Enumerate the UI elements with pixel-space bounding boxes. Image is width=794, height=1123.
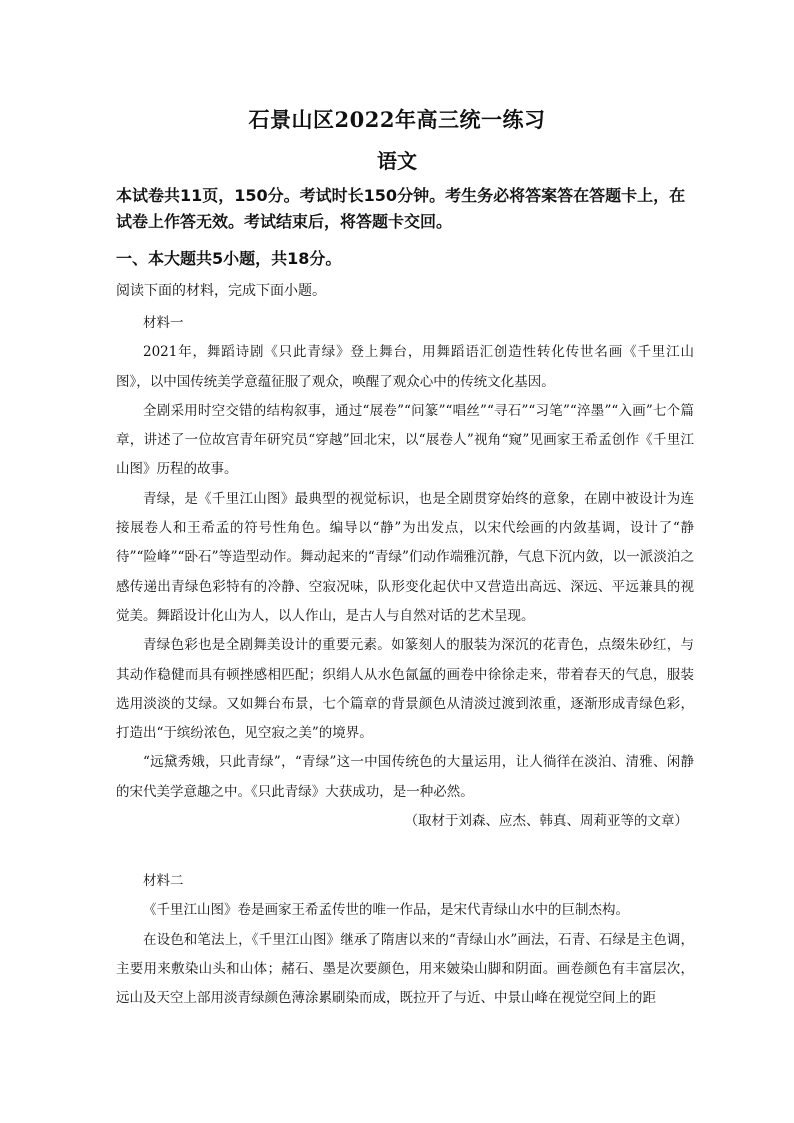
material-two-paragraph: 《千里江山图》卷是画家王希孟传世的唯一作品，是宋代青绿山水中的巨制杰构。	[143, 902, 629, 919]
exam-title: 石景山区2022年高三统一练习	[248, 107, 546, 132]
exam-notice: 本试卷共11页，150分。考试时长150分钟。考生务必将答案答在答题卡上，在试卷上作答无效。考试结束后，将答题卡交回。	[116, 186, 686, 231]
material-one-paragraph: 2021年，舞蹈诗剧《只此青绿》登上舞台，用舞蹈语汇创造性转化传世名画《千里江山图》，以中国传统美学意蕴征服了观众，唤醒了观众心中的传统文化基因。	[116, 344, 694, 390]
material-two-label: 材料二	[143, 873, 184, 889]
material-one-paragraph: 青绿色彩也是全剧舞美设计的重要元素。如篆刻人的服装为深沉的花青色，点缀朱砂红，与其动作稳健而具有顿挫感相匹配；织绢人从水色氤氲的画卷中徐徐走来，带着春天的气息，服装选用淡淡的艾绿。又如舞台布景，七个篇章的背景颜色从清淡过渡到浓重，逐渐形成青绿色彩，打造出“于缤纷浓色，见空寂之美”的境界。	[116, 637, 694, 742]
subject-title: 语文	[377, 149, 417, 173]
material-two-paragraph: 在设色和笔法上，《千里江山图》继承了隋唐以来的“青绿山水”画法，石青、石绿是主色调，主要用来敷染山头和山体；赭石、墨是次要颜色，用来皴染山脚和阴面。画卷颜色有丰富层次，远山及天空上部用淡青绿颜色薄涂累刷染而成，既拉开了与近、中景山峰在视觉空间上的距	[116, 931, 694, 1007]
reading-instruction: 阅读下面的材料，完成下面小题。	[116, 283, 326, 299]
material-one-paragraph: 全剧采用时空交错的结构叙事，通过“展卷”“问篆”“唱丝”“寻石”“习笔”“淬墨”“入画”七个篇章，讲述了一位故宫青年研究员“穿越”回北宋，以“展卷人”视角“窥”见画家王希孟创作《千里江山图》历程的故事。	[116, 402, 694, 478]
material-one-label: 材料一	[143, 315, 184, 331]
material-one-source: （取材于刘森、应杰、韩真、周莉亚等的文章）	[404, 813, 688, 830]
material-two	[116, 867, 694, 1013]
material-one-paragraph: “远黛秀娥，只此青绿”，“青绿”这一中国传统色的大量运用，让人徜徉在淡泊、清雅、闲静的宋代美学意趣之中。《只此青绿》大获成功，是一种必然。	[116, 754, 694, 800]
section-heading: 一、本大题共5小题，共18分。	[116, 249, 342, 268]
material-one	[116, 309, 694, 836]
material-one-paragraph: 青绿，是《千里江山图》最典型的视觉标识，也是全剧贯穿始终的意象，在剧中被设计为连接展卷人和王希孟的符号性角色。编导以“静”为出发点，以宋代绘画的内敛基调，设计了“静待”“险峰”“卧石”等造型动作。舞动起来的“青绿”们动作端雅沉静，气息下沉内敛，以一派淡泊之感传递出青绿色彩特有的冷静、空寂况味，队形变化起伏中又营造出高远、深远、平远兼具的视觉美。舞蹈设计化山为人，以人作山，是古人与自然对话的艺术呈现。	[116, 490, 694, 624]
